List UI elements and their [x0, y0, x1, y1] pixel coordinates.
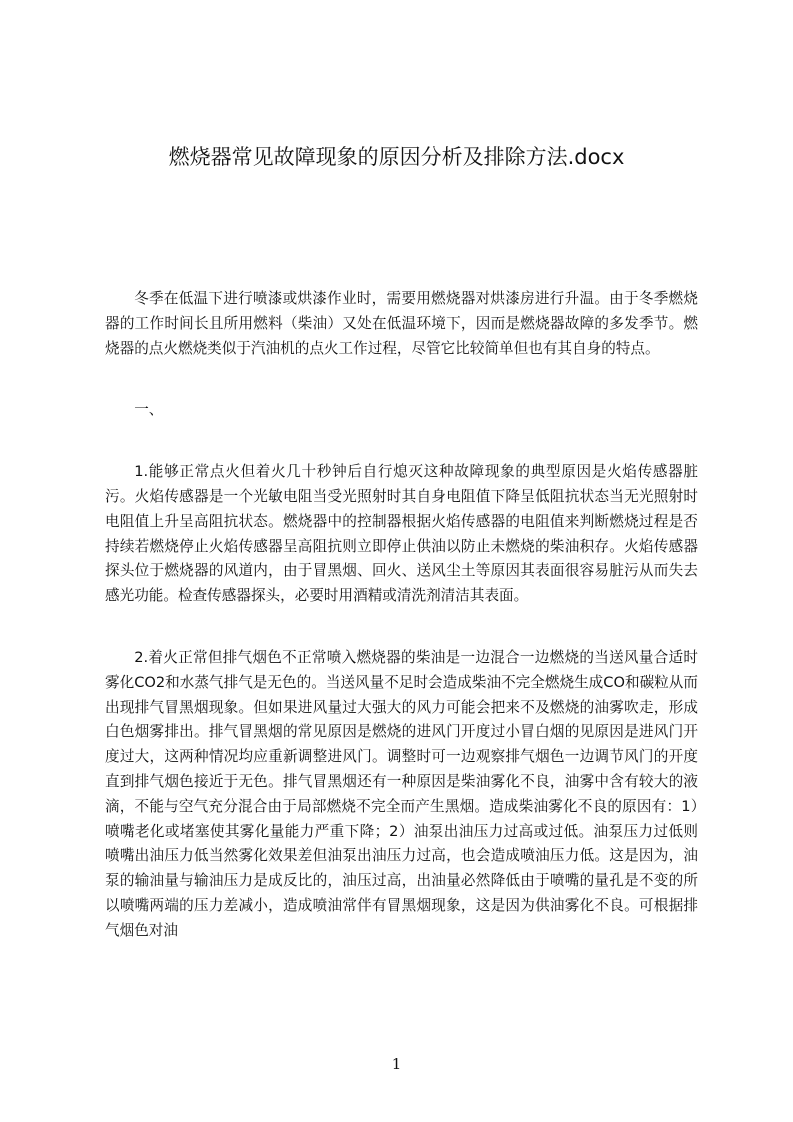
document-title: 燃烧器常见故障现象的原因分析及排除方法.docx [168, 145, 625, 169]
document-body [105, 287, 698, 944]
page-number: 1 [391, 1055, 402, 1073]
intro-paragraph: 冬季在低温下进行喷漆或烘漆作业时，需要用燃烧器对烘漆房进行升温。由于冬季燃烧器的工作时间长且所用燃料（柴油）又处在低温环境下，因而是燃烧器故障的多发季节。燃烧器的点火燃烧类似于汽油机的点火工作过程，尽管它比较简单但也有其自身的特点。 [105, 290, 698, 357]
item-1-paragraph: 1.能够正常点火但着火几十秒钟后自行熄灭这种故障现象的典型原因是火焰传感器脏污。火焰传感器是一个光敏电阻当受光照射时其自身电阻值下降呈低阻抗状态当无光照射时电阻值上升呈高阻抗状态。燃烧器中的控制器根据火焰传感器的电阻值来判断燃烧过程是否持续若燃烧停止火焰传感器呈高阻抗则立即停止供油以防止未燃烧的柴油积存。火焰传感器探头位于燃烧器的风道内，由于冒黑烟、回火、送风尘土等原因其表面很容易脏污从而失去感光功能。检查传感器探头，必要时用酒精或清洗剂清洁其表面。 [105, 463, 698, 605]
item-2-paragraph: 2.着火正常但排气烟色不正常喷入燃烧器的柴油是一边混合一边燃烧的当送风量合适时雾化CO2和水蒸气排气是无色的。当送风量不足时会造成柴油不完全燃烧生成CO和碳粒从而出现排气冒黑烟现象。但如果进风量过大强大的风力可能会把来不及燃烧的油雾吹走，形成白色烟雾排出。排气冒黑烟的常见原因是燃烧的进风门开度过小冒白烟的见原因是进风门开度过大，这两种情况均应重新调整进风门。调整时可一边观察排气烟色一边调节风门的开度直到排气烟色接近于无色。排气冒黑烟还有一种原因是柴油雾化不良，油雾中含有较大的液滴，不能与空气充分混合由于局部燃烧不完全而产生黑烟。造成柴油雾化不良的原因有：1）喷嘴老化或堵塞使其雾化量能力严重下降；2）油泵出油压力过高或过低。油泵压力过低则喷嘴出油压力低当然雾化效果差但油泵出油压力过高，也会造成喷油压力低。这是因为，油泵的输油量与输油压力是成反比的，油压过高，出油量必然降低由于喷嘴的量孔是不变的所以喷嘴两端的压力差减小，造成喷油常伴有冒黑烟现象，这是因为供油雾化不良。可根据排气烟色对油 [105, 648, 698, 939]
section-heading: 一、 [134, 401, 164, 419]
